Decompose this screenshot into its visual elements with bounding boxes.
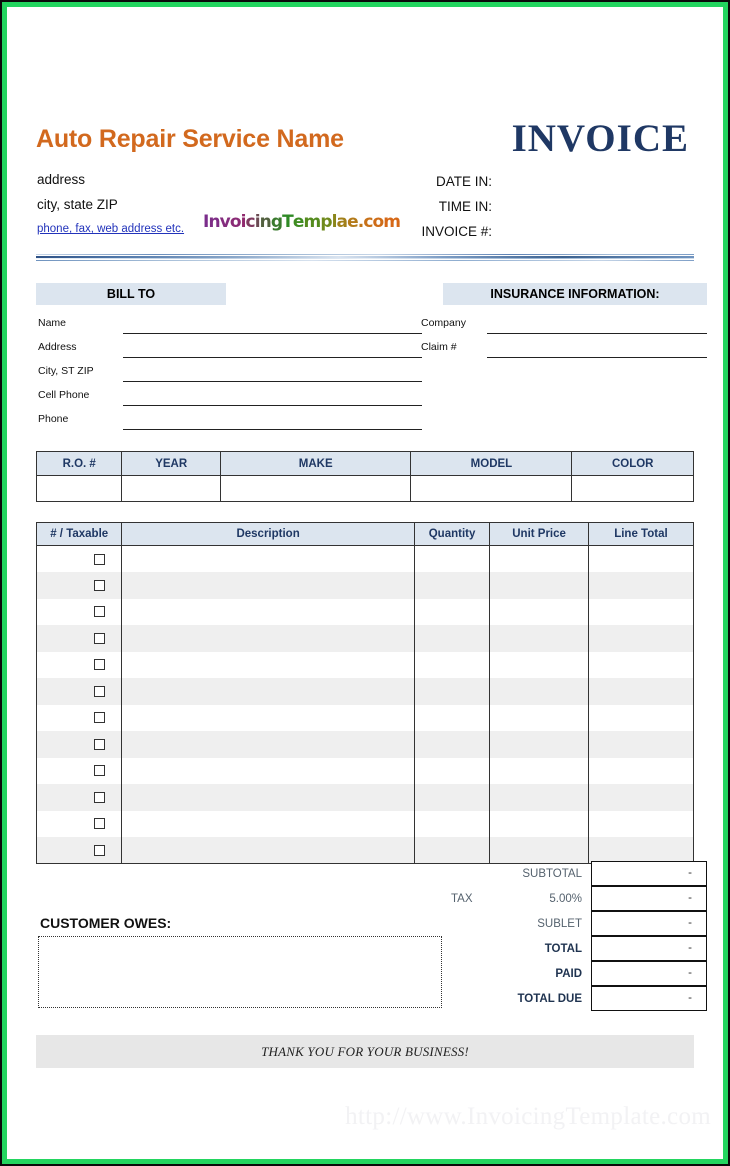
vehicle-header-year: YEAR <box>122 452 221 476</box>
line-item-row <box>37 731 694 758</box>
logo-letter-17: c <box>363 212 373 232</box>
totals-label: SUBTOTAL <box>522 867 582 880</box>
logo-letter-13: l <box>331 212 337 232</box>
bill-to-address-row <box>38 339 422 361</box>
bill-to-band: BILL TO <box>36 283 226 305</box>
taxable-checkbox[interactable] <box>94 818 105 829</box>
totals-row <box>443 986 707 1011</box>
insurance-claim-input[interactable] <box>487 357 707 358</box>
company-contact-link[interactable]: phone, fax, web address etc. <box>37 223 185 235</box>
line-item-row <box>37 625 694 652</box>
line-item-line-total-cell[interactable] <box>588 546 693 573</box>
items-header-quantity: Quantity <box>414 523 490 546</box>
line-item-line-total-cell[interactable] <box>588 705 693 732</box>
totals-value[interactable]: - <box>591 961 707 986</box>
line-item-quantity-cell[interactable] <box>414 678 490 705</box>
site-watermark: http://www.InvoicingTemplate.com <box>345 1103 711 1130</box>
line-item-line-total-cell[interactable] <box>588 652 693 679</box>
line-item-line-total-cell[interactable] <box>588 599 693 626</box>
line-item-description-cell[interactable] <box>122 705 414 732</box>
line-item-unit-price-cell[interactable] <box>490 811 589 838</box>
invoice-number-label: INVOICE #: <box>421 224 492 239</box>
invoice-page <box>7 7 723 1159</box>
date-in-label: DATE IN: <box>435 174 492 189</box>
totals-value[interactable]: - <box>591 861 707 886</box>
logo-letter-1: n <box>208 212 220 232</box>
totals-label: TOTAL <box>544 942 582 955</box>
line-item-row <box>37 572 694 599</box>
insurance-company-input[interactable] <box>487 333 707 334</box>
bill-to-city-label: City, ST ZIP <box>38 365 94 377</box>
line-item-unit-price-cell[interactable] <box>490 705 589 732</box>
company-address-line1: address <box>37 172 86 187</box>
bill-to-name-row <box>38 315 422 337</box>
line-item-quantity-cell[interactable] <box>414 546 490 573</box>
bill-to-cellphone-input[interactable] <box>123 405 422 406</box>
line-item-row <box>37 758 694 785</box>
line-item-unit-price-cell[interactable] <box>490 572 589 599</box>
line-item-quantity-cell[interactable] <box>414 837 490 864</box>
line-item-description-cell[interactable] <box>122 599 414 626</box>
logo-letter-11: m <box>303 212 321 232</box>
vehicle-cell-color[interactable] <box>572 476 694 502</box>
line-item-taxable-cell <box>37 811 122 838</box>
totals-label: SUBLET <box>537 917 582 930</box>
bill-to-cellphone-row <box>38 387 422 409</box>
taxable-checkbox[interactable] <box>94 792 105 803</box>
line-item-unit-price-cell[interactable] <box>490 625 589 652</box>
line-item-row <box>37 811 694 838</box>
line-item-description-cell[interactable] <box>122 546 414 573</box>
line-item-description-cell[interactable] <box>122 837 414 864</box>
line-item-taxable-cell <box>37 705 122 732</box>
line-item-taxable-cell <box>37 599 122 626</box>
line-item-taxable-cell <box>37 572 122 599</box>
line-item-description-cell[interactable] <box>122 678 414 705</box>
totals-row <box>443 961 707 986</box>
line-item-row <box>37 546 694 573</box>
tax-word-label: TAX <box>451 892 473 905</box>
customer-owes-title: CUSTOMER OWES: <box>40 915 172 931</box>
items-header-unit-price: Unit Price <box>490 523 589 546</box>
insurance-company-row <box>421 315 707 337</box>
page-frame-green-border <box>2 2 728 1164</box>
line-item-line-total-cell[interactable] <box>588 731 693 758</box>
line-item-line-total-cell[interactable] <box>588 678 693 705</box>
time-in-label: TIME IN: <box>438 199 492 214</box>
bill-to-address-input[interactable] <box>123 357 422 358</box>
line-item-row <box>37 678 694 705</box>
totals-block <box>443 861 707 1011</box>
line-item-unit-price-cell[interactable] <box>490 599 589 626</box>
vehicle-header-make: MAKE <box>220 452 411 476</box>
line-item-description-cell[interactable] <box>122 652 414 679</box>
vehicle-cell-year[interactable] <box>122 476 221 502</box>
items-header-taxable: # / Taxable <box>37 523 122 546</box>
taxable-checkbox[interactable] <box>94 739 105 750</box>
insurance-claim-label: Claim # <box>421 341 457 353</box>
line-item-description-cell[interactable] <box>122 572 414 599</box>
line-item-taxable-cell <box>37 652 122 679</box>
logo-letter-8: g <box>270 212 283 232</box>
totals-row <box>443 936 707 961</box>
logo-letter-4: i <box>240 212 246 232</box>
totals-label: 5.00% <box>549 892 582 905</box>
totals-row <box>443 861 707 886</box>
line-item-unit-price-cell[interactable] <box>490 546 589 573</box>
header-divider-rule <box>36 254 694 261</box>
taxable-checkbox[interactable] <box>94 765 105 776</box>
vehicle-table-header-row <box>37 452 694 476</box>
line-item-description-cell[interactable] <box>122 784 414 811</box>
bill-to-address-label: Address <box>38 341 77 353</box>
logo-letter-10: e <box>292 212 304 232</box>
line-item-description-cell[interactable] <box>122 731 414 758</box>
customer-owes-notes-box[interactable] <box>38 936 442 1008</box>
insurance-information-band: INSURANCE INFORMATION: <box>443 283 707 305</box>
line-item-line-total-cell[interactable] <box>588 572 693 599</box>
line-item-row <box>37 705 694 732</box>
invoice-title: INVOICE <box>511 117 689 160</box>
totals-label: PAID <box>555 967 582 980</box>
totals-value[interactable]: - <box>591 886 707 911</box>
line-item-line-total-cell[interactable] <box>588 784 693 811</box>
taxable-checkbox[interactable] <box>94 554 105 565</box>
taxable-checkbox[interactable] <box>94 845 105 856</box>
bill-to-city-input[interactable] <box>123 381 422 382</box>
line-item-taxable-cell <box>37 837 122 864</box>
company-name: Auto Repair Service Name <box>36 125 344 153</box>
line-item-row <box>37 784 694 811</box>
vehicle-header-color: COLOR <box>572 452 694 476</box>
line-item-taxable-cell <box>37 731 122 758</box>
taxable-checkbox[interactable] <box>94 580 105 591</box>
line-item-quantity-cell[interactable] <box>414 599 490 626</box>
line-item-quantity-cell[interactable] <box>414 811 490 838</box>
taxable-checkbox[interactable] <box>94 686 105 697</box>
totals-value[interactable]: - <box>591 986 707 1011</box>
totals-value[interactable]: - <box>591 936 707 961</box>
line-item-taxable-cell <box>37 758 122 785</box>
vehicle-cell-ro[interactable] <box>37 476 122 502</box>
line-item-quantity-cell[interactable] <box>414 758 490 785</box>
logo-letter-14: a <box>336 212 348 232</box>
thank-you-footer: THANK YOU FOR YOUR BUSINESS! <box>36 1035 694 1068</box>
vehicle-info-table <box>36 451 694 502</box>
logo-letter-19: m <box>383 212 401 232</box>
bill-to-phone-label: Phone <box>38 413 69 425</box>
line-item-unit-price-cell[interactable] <box>490 731 589 758</box>
logo-letter-5: c <box>245 212 255 232</box>
line-item-line-total-cell[interactable] <box>588 811 693 838</box>
line-item-taxable-cell <box>37 678 122 705</box>
taxable-checkbox[interactable] <box>94 712 105 723</box>
vehicle-header-ro: R.O. # <box>37 452 122 476</box>
line-item-description-cell[interactable] <box>122 625 414 652</box>
insurance-company-label: Company <box>421 317 466 329</box>
logo-letter-16: . <box>357 212 364 232</box>
line-item-quantity-cell[interactable] <box>414 784 490 811</box>
line-item-quantity-cell[interactable] <box>414 731 490 758</box>
line-item-unit-price-cell[interactable] <box>490 784 589 811</box>
line-item-quantity-cell[interactable] <box>414 652 490 679</box>
bill-to-city-row <box>38 363 422 385</box>
line-item-line-total-cell[interactable] <box>588 625 693 652</box>
line-item-quantity-cell[interactable] <box>414 625 490 652</box>
line-item-unit-price-cell[interactable] <box>490 758 589 785</box>
totals-row <box>443 886 707 911</box>
bill-to-phone-input[interactable] <box>123 429 422 430</box>
totals-row <box>443 911 707 936</box>
logo-letter-2: v <box>219 212 230 232</box>
line-item-row <box>37 837 694 864</box>
line-item-taxable-cell <box>37 784 122 811</box>
company-address-line2: city, state ZIP <box>37 197 118 212</box>
logo-letter-9: T <box>282 212 293 232</box>
line-item-line-total-cell[interactable] <box>588 758 693 785</box>
taxable-checkbox[interactable] <box>94 606 105 617</box>
logo-letter-6: i <box>254 212 260 232</box>
logo-letter-7: n <box>259 212 271 232</box>
items-table-header-row <box>37 523 694 546</box>
line-item-unit-price-cell[interactable] <box>490 678 589 705</box>
line-item-unit-price-cell[interactable] <box>490 837 589 864</box>
line-item-unit-price-cell[interactable] <box>490 652 589 679</box>
line-item-quantity-cell[interactable] <box>414 572 490 599</box>
bill-to-name-label: Name <box>38 317 67 329</box>
logo-letter-0: I <box>203 212 209 232</box>
invoice-header <box>7 7 723 252</box>
totals-value[interactable]: - <box>591 911 707 936</box>
bill-to-name-input[interactable] <box>123 333 422 334</box>
items-header-description: Description <box>122 523 414 546</box>
logo-letter-18: o <box>372 212 384 232</box>
vehicle-table-row <box>37 476 694 502</box>
logo-letter-12: p <box>320 212 332 232</box>
taxable-checkbox[interactable] <box>94 633 105 644</box>
taxable-checkbox[interactable] <box>94 659 105 670</box>
logo-letter-3: o <box>229 212 241 232</box>
bill-to-cellphone-label: Cell Phone <box>38 389 90 401</box>
insurance-claim-row <box>421 339 707 361</box>
line-items-table <box>36 522 694 864</box>
line-item-row <box>37 652 694 679</box>
line-item-description-cell[interactable] <box>122 758 414 785</box>
logo-letter-15: e <box>347 212 358 232</box>
line-item-taxable-cell <box>37 546 122 573</box>
items-header-line-total: Line Total <box>588 523 693 546</box>
bill-to-phone-row <box>38 411 422 433</box>
totals-label: TOTAL DUE <box>517 992 582 1005</box>
line-item-line-total-cell[interactable] <box>588 837 693 864</box>
vehicle-cell-model[interactable] <box>411 476 572 502</box>
line-item-quantity-cell[interactable] <box>414 705 490 732</box>
vehicle-header-model: MODEL <box>411 452 572 476</box>
line-item-description-cell[interactable] <box>122 811 414 838</box>
line-item-taxable-cell <box>37 625 122 652</box>
line-item-row <box>37 599 694 626</box>
vehicle-cell-make[interactable] <box>220 476 411 502</box>
